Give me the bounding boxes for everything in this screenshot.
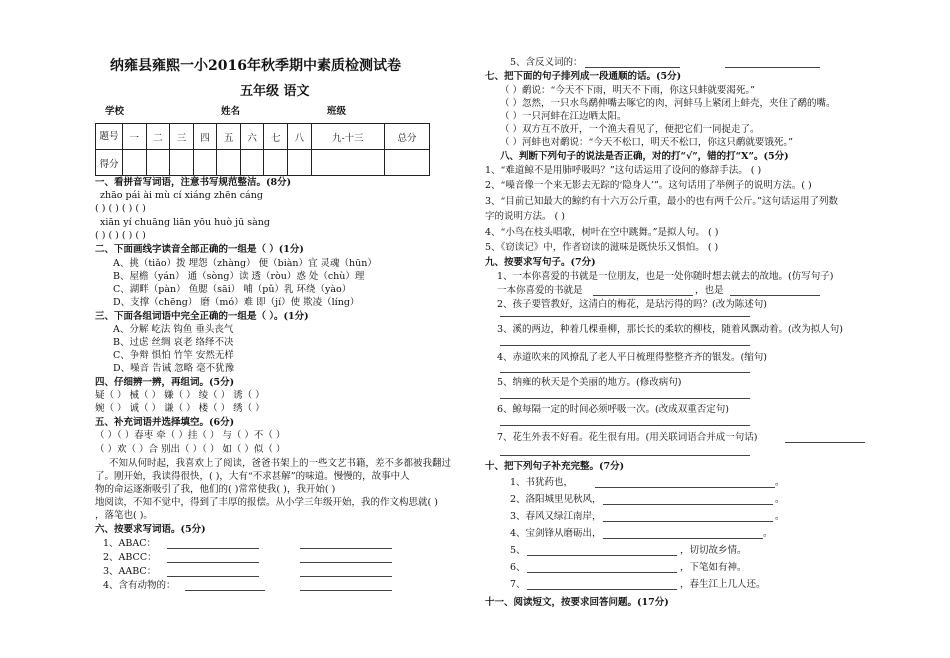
rewrite-prompt: ，也是 xyxy=(695,285,724,296)
score-cell: 六 xyxy=(240,124,264,150)
answer-line[interactable] xyxy=(603,504,773,505)
score-cell: 总分 xyxy=(385,124,430,150)
fill-item: 5、 xyxy=(510,545,526,556)
choice-option: B、过虑 丝绸 哀老 络绎不决 xyxy=(113,337,234,348)
word-group-row[interactable]: 疑（ ） 械（ ） 嫌（ ） 绫（ ） 诱（ ） xyxy=(95,390,265,401)
choice-option: A、挑（tiǎo）拨 埋怨（zhàng） 便（biàn）宜 灵魂（hūn） xyxy=(113,258,377,269)
rewrite-item: 5、纳雍的秋天是个美丽的地方。(修改病句) xyxy=(497,377,682,388)
choice-option: B、屋檐（yán） 通（sòng）读 透（ròu）惑 处（chù）理 xyxy=(113,271,365,282)
pinyin-row: zhāo pái ài mù cí xiáng zhēn cáng xyxy=(100,190,263,201)
paragraph-line: 物的命运逐渐吸引了我，他们的( )常常使我( )，我开始( ) xyxy=(95,484,336,495)
word-item-label: 4、含有动物的： xyxy=(103,580,176,591)
score-input-cell[interactable] xyxy=(170,150,194,176)
answer-box-row[interactable]: ( ) ( ) ( ) ( ) xyxy=(95,230,146,241)
judge-item[interactable]: 2、“噪音像一个来无影去无踪的‘隐身人’”。这句话用了举例子的说明方法。( ) xyxy=(485,180,812,191)
section-7-title: 七、把下面的句子排列成一段通顺的话。(5分) xyxy=(485,71,682,82)
word-item-label: 1、ABAC： xyxy=(103,538,157,549)
score-cell: 五 xyxy=(217,124,241,150)
paragraph-line: ，落笔也( )。 xyxy=(95,510,153,521)
choice-option: A、分解 屹法 钩鱼 垂头丧气 xyxy=(113,324,234,335)
judge-item[interactable]: 5、《窃读记》中，作者窃读的滋味是既快乐又惧怕。 ( ) xyxy=(485,242,719,253)
fill-item-tail: 。 xyxy=(763,528,773,539)
judge-item: 3、“目前已知最大的鲸约有十六万公斤重，最小的也有两千公斤。”这句话运用了列数 xyxy=(485,196,839,207)
fill-item-tail: ，下笔如有神。 xyxy=(680,562,747,573)
answer-line[interactable] xyxy=(603,538,763,539)
answer-line[interactable] xyxy=(730,295,820,296)
fill-item-tail: ，切切故乡情。 xyxy=(680,545,747,556)
answer-line[interactable] xyxy=(167,548,259,549)
answer-line[interactable] xyxy=(500,372,750,373)
info-class-label: 班级 xyxy=(327,106,347,117)
idiom-row[interactable]: （ ）欢（ ）合 别出（ ）（ ） 如（ ）似（ ） xyxy=(95,444,286,455)
section-9-title: 九、按要求写句子。(7分) xyxy=(485,257,596,268)
section-8-title: 八、判断下列句子的说法是否正确，对的打“√”，错的打“X”。(5分) xyxy=(500,151,789,162)
section-3-title: 三、下面各组词语中完全正确的一组是（ ）。(1分) xyxy=(95,311,309,322)
score-cell: 一 xyxy=(123,124,147,150)
fill-item: 3、春风又绿江南岸， xyxy=(510,511,602,522)
info-name-label: 姓名 xyxy=(221,106,241,117)
answer-line[interactable] xyxy=(500,316,750,317)
choice-option: D、支撑（chēng） 磨（mó）难 即（jí）使 欺凌（líng） xyxy=(113,297,360,308)
answer-line[interactable] xyxy=(500,455,750,456)
order-item[interactable]: （ ）鹬说：“今天不下雨，明天不下雨，你这只蚌就要渴死。” xyxy=(500,85,755,96)
word-group-row[interactable]: 婉（ ） 诚（ ） 谦（ ） 楼（ ） 绣（ ） xyxy=(95,403,265,414)
rewrite-item: 7、花生外表不好看。花生很有用。(用关联词语合并成一句话) xyxy=(497,432,758,443)
word-item-label: 3、AABC： xyxy=(103,566,157,577)
score-cell: 二 xyxy=(146,124,170,150)
answer-line[interactable] xyxy=(785,442,865,443)
answer-line[interactable] xyxy=(603,521,773,522)
word-item-label: 2、ABCC： xyxy=(103,552,157,563)
score-input-cell[interactable] xyxy=(385,150,430,176)
paragraph-line: 了。刚开始，我读得很快，( )，大有“不求甚解”的味道。慢慢的，故事中人 xyxy=(95,471,410,482)
answer-line[interactable] xyxy=(167,576,259,577)
score-input-cell[interactable] xyxy=(264,150,288,176)
score-cell: 三 xyxy=(170,124,194,150)
answer-line[interactable] xyxy=(500,425,750,426)
rewrite-item: 4、赤道吹来的风撩乱了老人平日梳理得整整齐齐的银发。(缩句) xyxy=(497,352,767,363)
order-item[interactable]: （ ）一只河蚌在江边晒太阳。 xyxy=(500,111,627,122)
score-input-cell[interactable] xyxy=(146,150,170,176)
score-input-cell[interactable] xyxy=(123,150,147,176)
rewrite-item: 3、溪的两边，种着几棵垂柳，那长长的柔软的柳枝，随着风飘动着。(改为拟人句) xyxy=(497,324,843,335)
answer-line[interactable] xyxy=(527,572,677,573)
section-6-title: 六、按要求写词语。(5分) xyxy=(95,524,206,535)
answer-line[interactable] xyxy=(500,398,750,399)
fill-item-tail: ，春生江上几人还。 xyxy=(680,579,766,590)
judge-item[interactable]: 字的说明方法。 ( ) xyxy=(485,211,565,222)
answer-line[interactable] xyxy=(300,562,392,563)
fill-item-tail: 。 xyxy=(775,494,785,505)
info-school-label: 学校 xyxy=(105,106,125,117)
score-table xyxy=(95,123,430,176)
section-10-title: 十、把下列句子补充完整。(7分) xyxy=(485,461,625,472)
score-cell: 题号 xyxy=(96,124,123,150)
score-cell: 四 xyxy=(193,124,217,150)
score-input-cell[interactable] xyxy=(217,150,241,176)
score-table-header-row xyxy=(96,124,430,150)
score-row-label: 得分 xyxy=(96,150,123,176)
paragraph-line: 不知从何时起，我喜欢上了阅读，爸爸书架上的一些文艺书籍，差不多都被我翻过 xyxy=(109,458,452,469)
rewrite-item: 1、一本你喜爱的书就是一位朋友，也是一处你随时想去就去的故地。(仿写句子) xyxy=(497,271,834,282)
score-input-cell[interactable] xyxy=(193,150,217,176)
answer-line[interactable] xyxy=(527,555,677,556)
section-1-title: 一、看拼音写词语，注意书写规范整洁。(8分) xyxy=(95,177,292,188)
fill-item: 7、 xyxy=(510,579,526,590)
answer-line[interactable] xyxy=(300,576,392,577)
answer-line[interactable] xyxy=(185,590,265,591)
answer-box-row[interactable]: ( ) ( ) ( ) ( ) xyxy=(95,203,146,214)
section-11-title: 十一、阅读短文，按要求回答问题。(17分) xyxy=(485,597,669,608)
fill-item-tail: 。 xyxy=(775,511,785,522)
answer-line[interactable] xyxy=(300,548,392,549)
exam-title: 纳雍县雍熙一小2016年秋季期中素质检测试卷 xyxy=(110,58,401,74)
order-item[interactable]: （ ）忽然，一只水鸟鹬伸嘴去啄它的肉，河蚌马上紧闭上蚌壳，夹住了鹬的嘴。 xyxy=(500,98,836,109)
score-input-cell[interactable] xyxy=(311,150,384,176)
answer-line[interactable] xyxy=(585,67,680,68)
rewrite-item: 2、孩子要管教好，这清白的梅花，是玷污得的吗？(改为陈述句) xyxy=(497,299,767,310)
rewrite-item: 6、鲸每隔一定的时间必须呼吸一次。(改成双重否定句) xyxy=(497,404,729,415)
score-input-cell[interactable] xyxy=(288,150,312,176)
answer-line[interactable] xyxy=(595,487,775,488)
word-item-label: 5、含反义词的： xyxy=(510,57,583,68)
score-cell: 七 xyxy=(264,124,288,150)
fill-item: 4、宝剑锋从磨砺出， xyxy=(510,528,602,539)
score-input-cell[interactable] xyxy=(240,150,264,176)
pinyin-row: xiān yí chuāng liān yōu huò jū sàng xyxy=(100,217,270,228)
rewrite-prompt: 一本你喜爱的书就是 xyxy=(497,285,583,296)
choice-option: C、争辩 惧怕 竹竿 安然无样 xyxy=(113,350,234,361)
exam-subtitle: 五年级 语文 xyxy=(240,84,310,99)
order-item[interactable]: （ ）双方互不放开，一个渔夫看见了，便把它们一同捉走了。 xyxy=(500,124,760,135)
fill-item-tail: 。 xyxy=(775,477,785,488)
fill-item: 1、书犹药也， xyxy=(510,477,574,488)
choice-option: D、噪音 告诫 忽略 毫不犹豫 xyxy=(113,363,235,374)
paragraph-line: 地阅读，不知不觉中，得到了丰厚的报偿。从小学三年级开始，我的作文构思就( ) xyxy=(95,497,438,508)
order-item[interactable]: （ ）河蚌也对鹬说：“今天不松口，明天不松口，你这只鹬就要饿死。” xyxy=(500,137,793,148)
idiom-row[interactable]: （ ）（ ）春枣 牵（ ）挂（ ） 与（ ）不（ ） xyxy=(95,430,286,441)
choice-option: C、湖畔（pàn） 鱼腮（sāi） 哺（pǔ）乳 环绕（yào） xyxy=(113,284,352,295)
section-4-title: 四、仔细辨一辨，再组词。(5分) xyxy=(95,377,235,388)
answer-line[interactable] xyxy=(300,590,392,591)
answer-line[interactable] xyxy=(500,345,750,346)
answer-line[interactable] xyxy=(527,589,677,590)
score-cell: 九-十三 xyxy=(311,124,384,150)
answer-line[interactable] xyxy=(725,67,820,68)
fill-item: 2、洛阳城里见秋风， xyxy=(510,494,602,505)
judge-item[interactable]: 4、“小鸟在枝头唱歌，树叶在空中跳舞。”是拟人句。 ( ) xyxy=(485,227,719,238)
score-table-score-row xyxy=(96,150,430,176)
judge-item[interactable]: 1、“难道鲸不是用肺呼吸吗？”这句话运用了设问的修辞手法。 ( ) xyxy=(485,165,762,176)
answer-line[interactable] xyxy=(167,562,259,563)
section-2-title: 二、下面画线字读音全部正确的一组是（ ）(1分) xyxy=(95,244,304,255)
fill-item: 6、 xyxy=(510,562,526,573)
score-cell: 八 xyxy=(288,124,312,150)
answer-line[interactable] xyxy=(593,295,693,296)
section-5-title: 五、补充词语并选择填空。(6分) xyxy=(95,417,235,428)
